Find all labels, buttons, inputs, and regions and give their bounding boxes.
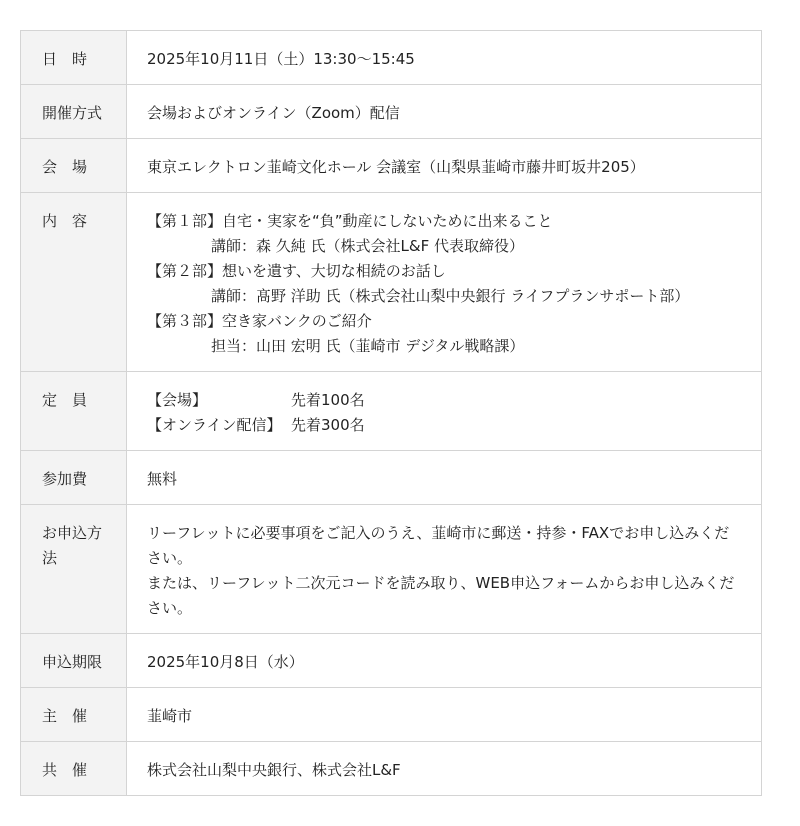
row-format: [21, 85, 762, 139]
label-capacity: 定 員: [21, 372, 127, 451]
apply-method-web: または、リーフレット二次元コードを読み取り、WEB申込フォームからお申し込みください。: [147, 574, 735, 617]
capacity-online: [147, 413, 741, 438]
value-fee: 無料: [127, 451, 762, 505]
content-part1-title: 【第１部】自宅・実家を“負”動産にしないために出来ること: [147, 212, 553, 230]
label-apply-method: お申込方法: [21, 505, 127, 634]
value-datetime: 2025年10月11日（土）13:30〜15:45: [127, 31, 762, 85]
label-datetime: 日 時: [21, 31, 127, 85]
content-part3-title: 【第３部】空き家バンクのご紹介: [147, 312, 372, 330]
row-venue: [21, 139, 762, 193]
row-capacity: [21, 372, 762, 451]
label-content: 内 容: [21, 193, 127, 372]
apply-method-mail: リーフレットに必要事項をご記入のうえ、韮崎市に郵送・持参・FAXでお申し込みください。: [147, 524, 730, 567]
value-content: [127, 193, 762, 372]
row-co-organizer: [21, 742, 762, 796]
label-organizer: 主 催: [21, 688, 127, 742]
value-co-organizer: 株式会社山梨中央銀行、株式会社L&F: [127, 742, 762, 796]
row-fee: [21, 451, 762, 505]
value-apply-method: [127, 505, 762, 634]
capacity-venue-value: 先着100名: [291, 391, 365, 409]
capacity-online-label: 【オンライン配信】: [147, 416, 282, 434]
row-content: [21, 193, 762, 372]
row-deadline: [21, 634, 762, 688]
label-deadline: 申込期限: [21, 634, 127, 688]
content-part3-speaker: 担当：山田 宏明 氏（韮崎市 デジタル戦略課）: [211, 337, 525, 355]
content-part2-speaker: 講師：髙野 洋助 氏（株式会社山梨中央銀行 ライフプランサポート部）: [211, 287, 690, 305]
content-part1-speaker: 講師：森 久純 氏（株式会社L&F 代表取締役）: [211, 237, 524, 255]
label-co-organizer: 共 催: [21, 742, 127, 796]
value-venue: 東京エレクトロン韮崎文化ホール 会議室（山梨県韮崎市藤井町坂井205）: [127, 139, 762, 193]
row-organizer: [21, 688, 762, 742]
event-info-table: [20, 30, 762, 796]
capacity-venue-label: 【会場】: [147, 391, 208, 409]
row-apply-method: [21, 505, 762, 634]
capacity-venue: [147, 388, 741, 413]
row-datetime: [21, 31, 762, 85]
content-part2-title: 【第２部】想いを遺す、大切な相続のお話し: [147, 262, 446, 280]
label-venue: 会 場: [21, 139, 127, 193]
value-organizer: 韮崎市: [127, 688, 762, 742]
value-deadline: 2025年10月8日（水）: [127, 634, 762, 688]
label-format: 開催方式: [21, 85, 127, 139]
value-capacity: [127, 372, 762, 451]
label-fee: 参加費: [21, 451, 127, 505]
value-format: 会場およびオンライン（Zoom）配信: [127, 85, 762, 139]
capacity-online-value: 先着300名: [291, 416, 365, 434]
